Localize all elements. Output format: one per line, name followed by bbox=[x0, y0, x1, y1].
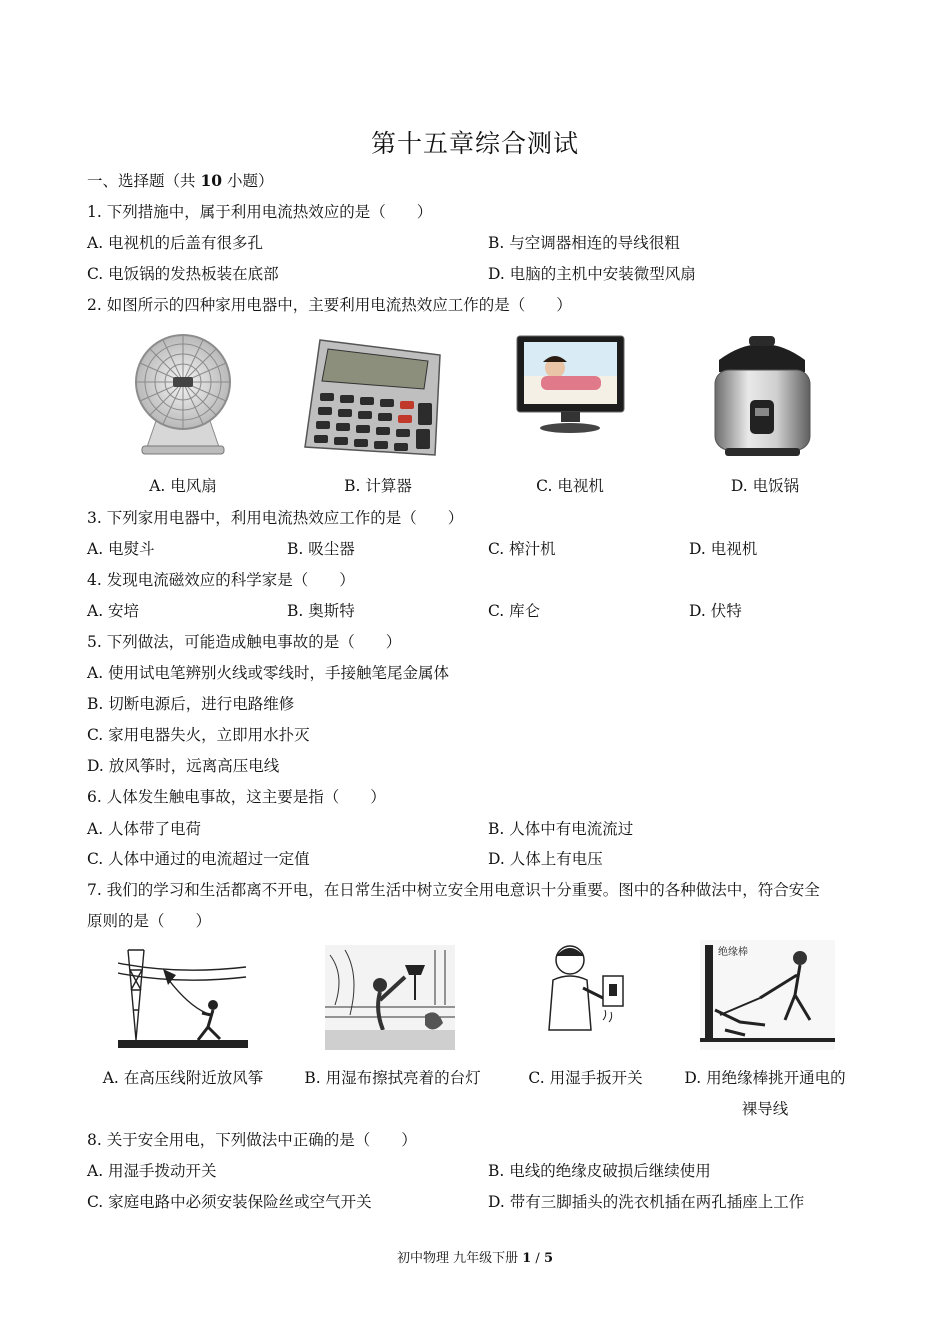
q4-option-c: C. 库仑 bbox=[488, 602, 541, 620]
q7-caption-d-line2: 裸导线 bbox=[741, 1100, 789, 1118]
q3-option-d: D. 电视机 bbox=[689, 540, 758, 558]
q4-option-d: D. 伏特 bbox=[689, 602, 742, 620]
question-3-stem: 3. 下列家用电器中，利用电流热效应工作的是（ ） bbox=[87, 509, 464, 527]
q5-option-c: C. 家用电器失火，立即用水扑灭 bbox=[87, 726, 310, 744]
q4-option-a: A. 安培 bbox=[87, 602, 140, 620]
q5-option-d: D. 放风筝时，远离高压电线 bbox=[87, 757, 280, 775]
page-footer: 初中物理 九年级下册 1 / 5 bbox=[396, 1251, 553, 1266]
question-6-stem: 6. 人体发生触电事故，这主要是指（ ） bbox=[87, 788, 386, 806]
q8-option-a: A. 用湿手拨动开关 bbox=[87, 1162, 217, 1180]
q1-option-c: C. 电饭锅的发热板装在底部 bbox=[87, 265, 279, 283]
question-7-stem-line2: 原则的是（ ） bbox=[87, 912, 212, 930]
kite-power-line-image bbox=[118, 945, 248, 1050]
q2-caption-d: D. 电饭锅 bbox=[730, 477, 800, 495]
q5-option-b: B. 切断电源后，进行电路维修 bbox=[87, 695, 295, 713]
question-5-stem: 5. 下列做法，可能造成触电事故的是（ ） bbox=[87, 633, 402, 651]
electric-fan-image bbox=[128, 330, 238, 460]
q6-option-c: C. 人体中通过的电流超过一定值 bbox=[87, 850, 310, 868]
q3-option-a: A. 电熨斗 bbox=[87, 540, 155, 558]
q1-option-d: D. 电脑的主机中安装微型风扇 bbox=[488, 265, 696, 283]
q8-option-d: D. 带有三脚插头的洗衣机插在两孔插座上工作 bbox=[488, 1193, 805, 1211]
television-image bbox=[513, 332, 628, 437]
q6-option-a: A. 人体带了电荷 bbox=[87, 820, 202, 838]
q6-option-d: D. 人体上有电压 bbox=[488, 850, 603, 868]
q1-option-b: B. 与空调器相连的导线很粗 bbox=[488, 234, 680, 252]
q2-caption-b: B. 计算器 bbox=[344, 477, 412, 495]
q3-option-c: C. 榨汁机 bbox=[488, 540, 556, 558]
q2-caption-a: A. 电风扇 bbox=[149, 477, 217, 495]
insulated-rod-sign-text: 绝缘棒 bbox=[718, 947, 748, 958]
wet-hand-switch-image bbox=[545, 940, 630, 1045]
question-4-stem: 4. 发现电流磁效应的科学家是（ ） bbox=[87, 571, 355, 589]
question-8-stem: 8. 关于安全用电，下列做法中正确的是（ ） bbox=[87, 1131, 417, 1149]
wet-cloth-lamp-image bbox=[325, 945, 455, 1050]
question-2-stem: 2. 如图所示的四种家用电器中，主要利用电流热效应工作的是（ ） bbox=[87, 296, 572, 314]
q8-option-b: B. 电线的绝缘皮破损后继续使用 bbox=[488, 1162, 711, 1180]
q7-caption-c: C. 用湿手扳开关 bbox=[528, 1069, 643, 1087]
insulated-rod-image bbox=[700, 940, 835, 1050]
q2-caption-c: C. 电视机 bbox=[536, 477, 604, 495]
rice-cooker-image bbox=[705, 330, 820, 460]
q4-option-b: B. 奥斯特 bbox=[287, 602, 355, 620]
question-7-stem-line1: 7. 我们的学习和生活都离不开电，在日常生活中树立安全用电意识十分重要。图中的各种做法中，符合安全 bbox=[87, 881, 820, 899]
section-heading: 一、选择题（共 10 小题） bbox=[87, 171, 274, 190]
q6-option-b: B. 人体中有电流流过 bbox=[488, 820, 634, 838]
q3-option-b: B. 吸尘器 bbox=[287, 540, 355, 558]
calculator-image bbox=[300, 335, 450, 460]
q7-caption-a: A. 在高压线附近放风筝 bbox=[102, 1069, 264, 1087]
q7-caption-d: D. 用绝缘棒挑开通电的 bbox=[684, 1069, 846, 1087]
q7-caption-b: B. 用湿布擦拭亮着的台灯 bbox=[304, 1069, 481, 1087]
q8-option-c: C. 家庭电路中必须安装保险丝或空气开关 bbox=[87, 1193, 372, 1211]
question-1-stem: 1. 下列措施中，属于利用电流热效应的是（ ） bbox=[87, 203, 433, 221]
q5-option-a: A. 使用试电笔辨别火线或零线时，手接触笔尾金属体 bbox=[87, 664, 450, 682]
q1-option-a: A. 电视机的后盖有很多孔 bbox=[87, 234, 264, 252]
page-title: 第十五章综合测试 bbox=[370, 129, 579, 158]
